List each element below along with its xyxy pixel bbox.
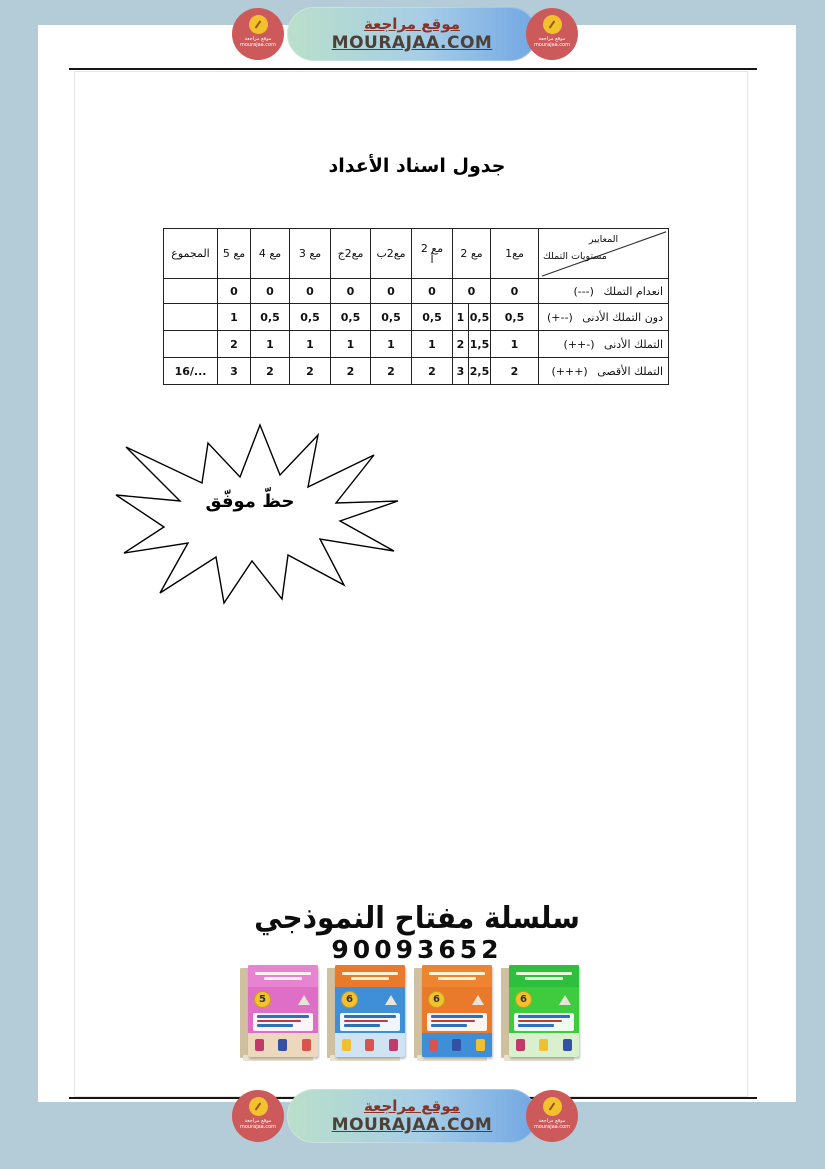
corner-label-criteria: المعايير	[588, 234, 619, 245]
table-cell: 2	[290, 358, 331, 385]
subtitle-lines	[340, 1013, 400, 1031]
site-logo-badge	[526, 1090, 578, 1142]
table-cell: 0	[491, 279, 539, 304]
book-title-band	[248, 965, 318, 987]
subtitle-lines	[514, 1013, 574, 1031]
table-cell: 1,5	[469, 331, 491, 358]
pen-logo-icon	[543, 1097, 562, 1116]
site-logo-badge	[526, 8, 578, 60]
table-cell: 0,5	[331, 304, 371, 331]
top-rule-line	[69, 68, 757, 70]
table-cell: 2	[412, 358, 453, 385]
row-code: (---)	[573, 284, 594, 298]
row-label: دون التملك الأدنى (+--)	[539, 304, 669, 331]
grade-number-badge: 6	[341, 991, 358, 1008]
cover-illustration	[335, 1033, 405, 1057]
book-front-cover	[422, 965, 492, 1057]
badge-caption-en: mourajaa.com	[239, 1124, 276, 1130]
number-assignment-table	[163, 228, 669, 385]
table-cell: 1	[251, 331, 290, 358]
warning-triangle-icon	[385, 995, 397, 1005]
table-cell: 0	[412, 279, 453, 304]
starburst-icon	[110, 423, 402, 605]
badge-caption-en: mourajaa.com	[533, 1124, 570, 1130]
book-title-band	[335, 965, 405, 987]
table-cell: 1	[453, 304, 469, 331]
warning-triangle-icon	[298, 995, 310, 1005]
grade-number-badge: 6	[428, 991, 445, 1008]
col-header-total: المجموع	[164, 229, 218, 279]
site-banner-pill	[287, 1089, 537, 1143]
table-cell: 2	[491, 358, 539, 385]
table-cell: 0	[453, 279, 491, 304]
table-cell: 2	[453, 331, 469, 358]
table-row-maximum-mastery	[164, 358, 669, 385]
book-cover	[414, 965, 492, 1061]
pen-logo-icon	[249, 1097, 268, 1116]
cover-illustration	[509, 1033, 579, 1057]
col-header-m4: مع 4	[251, 229, 290, 279]
table-row-below-minimum	[164, 304, 669, 331]
table-cell: 0,5	[469, 304, 491, 331]
cover-illustration	[248, 1033, 318, 1057]
table-cell: 0,5	[491, 304, 539, 331]
table-cell: 1	[331, 331, 371, 358]
site-title-arabic: موقع مراجعة	[363, 15, 461, 33]
header-banner	[232, 7, 578, 61]
warning-triangle-icon	[472, 995, 484, 1005]
table-cell-total	[164, 304, 218, 331]
table-cell: 0	[371, 279, 412, 304]
site-logo-badge	[232, 8, 284, 60]
col-header-m1: مع1	[491, 229, 539, 279]
site-logo-badge	[232, 1090, 284, 1142]
row-label: التملك الأدنى (++-)	[539, 331, 669, 358]
subtitle-lines	[427, 1013, 487, 1031]
badge-caption-ar: موقع مراجعة	[538, 36, 566, 42]
subtitle-lines	[253, 1013, 313, 1031]
table-cell: 2	[371, 358, 412, 385]
badge-caption-ar: موقع مراجعة	[538, 1118, 566, 1124]
table-cell-total: 16/...	[164, 358, 218, 385]
row-label: التملك الأقصى (+++)	[539, 358, 669, 385]
table-cell: 3	[453, 358, 469, 385]
row-code: (++-)	[563, 337, 595, 351]
table-cell: 0	[251, 279, 290, 304]
book-covers-row	[240, 965, 580, 1065]
book-cover	[501, 965, 579, 1061]
pen-logo-icon	[543, 15, 562, 34]
book-front-cover	[248, 965, 318, 1057]
table-cell: 1	[491, 331, 539, 358]
col-header-m2: مع 2	[453, 229, 491, 279]
table-cell-total	[164, 279, 218, 304]
table-cell: 2	[331, 358, 371, 385]
table-cell: 0	[290, 279, 331, 304]
document-sheet	[38, 15, 796, 1135]
book-cover	[327, 965, 405, 1061]
col-header-m3: مع 3	[290, 229, 331, 279]
table-cell-total	[164, 331, 218, 358]
site-banner-pill	[287, 7, 537, 61]
table-cell: 0,5	[251, 304, 290, 331]
col-header-m2c: مع2ج	[331, 229, 371, 279]
cover-illustration	[422, 1033, 492, 1057]
badge-caption-ar: موقع مراجعة	[244, 36, 272, 42]
table-cell: 2	[218, 331, 251, 358]
col-header-m2b: مع2ب	[371, 229, 412, 279]
col-header-m5: مع 5	[218, 229, 251, 279]
badge-caption-ar: موقع مراجعة	[244, 1118, 272, 1124]
table-cell: 0,5	[412, 304, 453, 331]
table-cell: 0	[218, 279, 251, 304]
book-title-band	[422, 965, 492, 987]
table-cell: 1	[412, 331, 453, 358]
row-code: (+++)	[551, 364, 588, 378]
book-front-cover	[335, 965, 405, 1057]
warning-triangle-icon	[559, 995, 571, 1005]
table-cell: 0	[331, 279, 371, 304]
book-title-band	[509, 965, 579, 987]
site-title-arabic: موقع مراجعة	[363, 1097, 461, 1115]
series-title: سلسلة مفتاح النموذجي	[254, 899, 580, 936]
row-label: انعدام التملك (---)	[539, 279, 669, 304]
table-cell: 2,5	[469, 358, 491, 385]
col-header-m2a: مع 2 أ	[412, 229, 453, 279]
book-front-cover	[509, 965, 579, 1057]
corner-label-levels: مستويات التملك	[543, 251, 607, 262]
badge-caption-en: mourajaa.com	[239, 42, 276, 48]
table-row-no-mastery	[164, 279, 669, 304]
page-title: جدول اسناد الأعداد	[328, 155, 506, 177]
table-cell: 1	[218, 304, 251, 331]
site-domain-link[interactable]: MOURAJAA.COM	[331, 1115, 493, 1135]
table-cell: 1	[290, 331, 331, 358]
site-domain-link[interactable]: MOURAJAA.COM	[331, 33, 493, 53]
table-cell: 0,5	[290, 304, 331, 331]
book-cover	[240, 965, 318, 1061]
table-cell: 2	[251, 358, 290, 385]
grade-number-badge: 6	[515, 991, 532, 1008]
footer-banner	[232, 1089, 578, 1143]
grade-number-badge: 5	[254, 991, 271, 1008]
table-cell: 0,5	[371, 304, 412, 331]
badge-caption-en: mourajaa.com	[533, 42, 570, 48]
phone-number: 90093652	[331, 935, 503, 964]
row-code: (+--)	[547, 310, 573, 324]
good-luck-starburst	[110, 423, 402, 605]
table-cell: 3	[218, 358, 251, 385]
table-corner-cell	[539, 229, 669, 279]
good-luck-text: حظّ موفّق	[205, 491, 295, 512]
pen-logo-icon	[249, 15, 268, 34]
table-row-minimum-mastery	[164, 331, 669, 358]
table-cell: 1	[371, 331, 412, 358]
